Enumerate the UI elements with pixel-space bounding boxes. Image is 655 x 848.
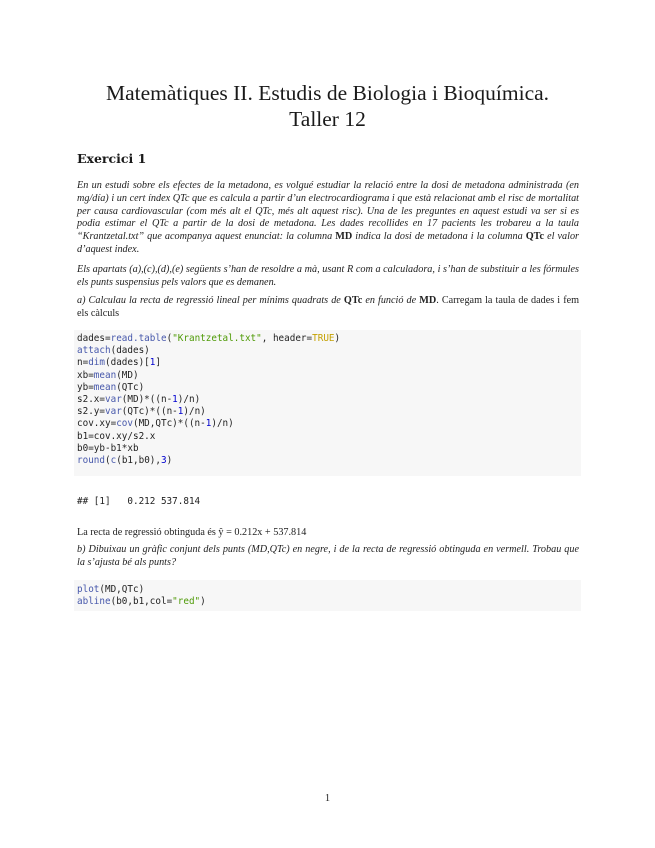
- part-b-text: b) Dibuixau un gràfic conjunt dels punts (MD,QTc) en negre, i de la recta de regressió obtinguda en vermell. Trobau que la s’ajusta bé als punts?: [77, 544, 579, 568]
- intro-bold-md: MD: [335, 231, 353, 243]
- code-line: b1=cov.xy/s2.x: [77, 430, 156, 442]
- code-line: plot(MD,QTc): [77, 584, 145, 595]
- code-line: abline(b0,b1,col="red"): [77, 596, 206, 608]
- code-block-1: [77, 333, 340, 467]
- part-a-bold-qtc: QTc: [343, 295, 363, 306]
- code-line: cov.xy=cov(MD,QTc)*((n-1)/n): [77, 418, 234, 430]
- part-a-paragraph: [77, 295, 579, 321]
- result-paragraph: La recta de regressió obtinguda és ŷ = 0.212x + 537.814: [77, 527, 307, 538]
- code-line: s2.x=var(MD)*((n-1)/n): [77, 394, 201, 406]
- code-line: b0=yb-b1*xb: [77, 442, 139, 454]
- code-line: xb=mean(MD): [77, 369, 139, 381]
- section-heading: Exercici 1: [77, 151, 147, 166]
- intro-paragraph: [77, 180, 579, 257]
- code-line: s2.y=var(QTc)*((n-1)/n): [77, 406, 206, 418]
- document-title-line-2: Taller 12: [289, 107, 366, 131]
- code-line: dades=read.table("Krantzetal.txt", header=TRUE): [77, 333, 341, 344]
- intro-text-2: indica la dosi de metadona i la columna: [355, 231, 523, 243]
- part-a-text-1: a) Calculau la recta de regressió lineal per mínims quadrats de: [77, 295, 341, 306]
- instructions-paragraph: [77, 264, 579, 290]
- code-line: n=dim(dades)[1]: [77, 357, 161, 369]
- intro-bold-qtc: QTc: [525, 231, 545, 243]
- code-line: round(c(b1,b0),3): [77, 455, 173, 467]
- page-number: 1: [324, 793, 331, 804]
- part-a-bold-md: MD: [419, 295, 437, 306]
- intro-text-3: el valor d’aquest index.: [77, 231, 580, 255]
- part-b-paragraph: [77, 544, 579, 570]
- intro-text-1: En un estudi sobre els efectes de la metadona, es volgué estudiar la relació entre la dosi de metadona administrada (en mg/día) i un cert índex QTc que es calcula a partir d’un electrocardiograma i que està relacionat amb el risc de mortalitat per causa cardiovascular (com més alt el QTc, més alt aquest risc). Una de les preguntes en aquest estudi va ser si es podia estimar el QTc a partir de la dosi de metadona. Les dades recollides en 17 pacients les trobareu a la taula “Krantzetal.txt” que acompanya aquest enunciat: la columna: [77, 180, 579, 243]
- code-output: ## [1] 0.212 537.814: [77, 496, 201, 507]
- part-a-text-3: . Carregam la taula de dades i fem els càlculs: [77, 295, 580, 319]
- code-line: attach(dades): [77, 345, 150, 357]
- document-title-line-1: Matemàtiques II. Estudis de Biologia i Bioquímica.: [105, 81, 550, 105]
- part-a-text-2: en funció de: [365, 295, 417, 306]
- instructions-text: Els apartats (a),(c),(d),(e) següents s’han de resoldre a mà, usant R com a calculadora, i s’han de substituir a les fórmules els punts suspensius pels valors que es demanen.: [77, 264, 579, 288]
- code-block-2: [77, 584, 206, 608]
- code-line: yb=mean(QTc): [77, 381, 145, 393]
